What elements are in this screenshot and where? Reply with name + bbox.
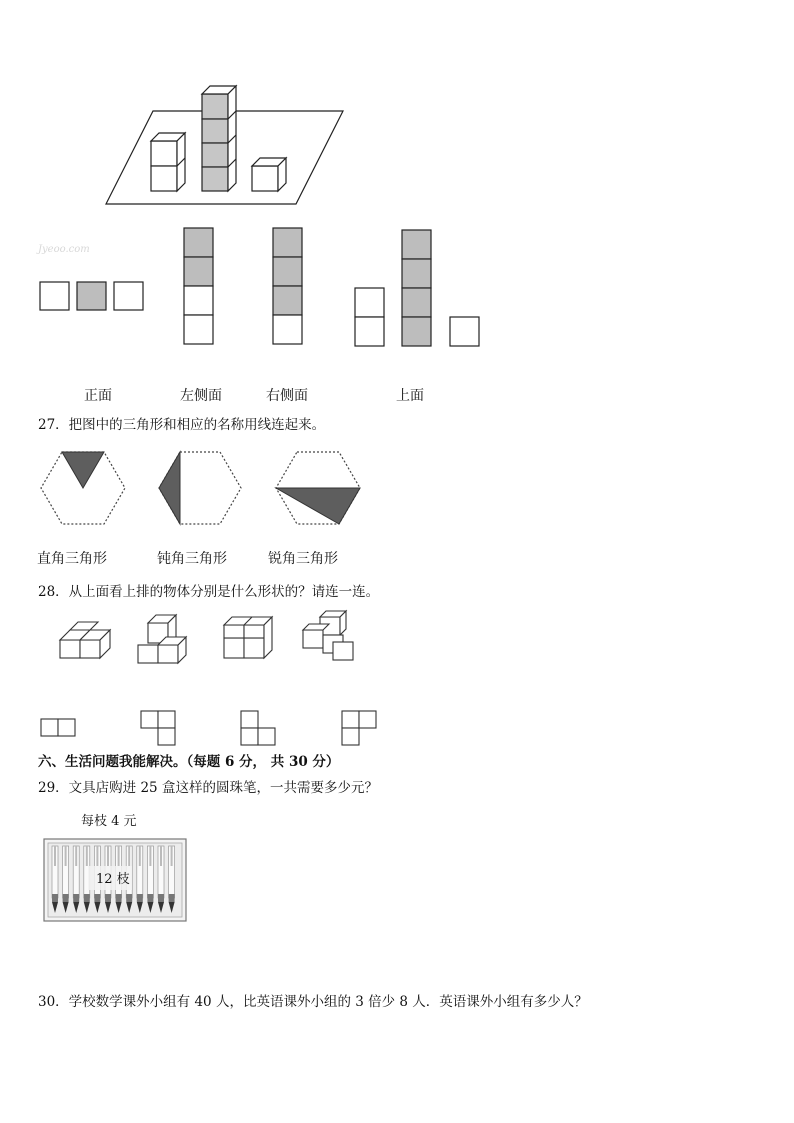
name-right-triangle: 直角三角形 bbox=[37, 551, 107, 567]
pen bbox=[169, 846, 175, 913]
cube-arrangement-figure bbox=[106, 86, 343, 204]
top-view-option-2 bbox=[141, 711, 175, 745]
question-29: 29．文具店购进 25 盒这样的圆珠笔，一共需要多少元？ bbox=[38, 780, 378, 796]
pen-price-label: 每枝 4 元 bbox=[81, 814, 137, 829]
pen-count-label: 12 枝 bbox=[96, 872, 130, 887]
view-label-top: 上面 bbox=[396, 388, 424, 404]
pen bbox=[147, 846, 153, 913]
object-1 bbox=[60, 622, 110, 658]
hexagon-acute-triangle bbox=[276, 452, 360, 524]
question-30: 30．学校数学课外小组有 40 人，比英语课外小组的 3 倍少 8 人．英语课外小组有多少人？ bbox=[38, 994, 588, 1010]
view-label-right: 右侧面 bbox=[266, 388, 308, 404]
question-28: 28．从上面看上排的物体分别是什么形状的？请连一连。 bbox=[38, 584, 380, 600]
left-stack bbox=[151, 133, 185, 191]
pen bbox=[52, 846, 58, 913]
tall-stack bbox=[202, 86, 236, 191]
right-side-view bbox=[273, 228, 302, 344]
top-view-option-1 bbox=[41, 719, 75, 736]
top-view bbox=[355, 230, 479, 346]
front-view bbox=[40, 282, 143, 310]
question-27: 27．把图中的三角形和相应的名称用线连起来。 bbox=[38, 417, 326, 433]
object-3 bbox=[224, 617, 272, 658]
view-label-left: 左侧面 bbox=[180, 388, 222, 404]
single-cube bbox=[252, 158, 286, 191]
name-acute-triangle: 锐角三角形 bbox=[268, 551, 338, 567]
pen bbox=[73, 846, 79, 913]
pen bbox=[158, 846, 164, 913]
view-label-front: 正面 bbox=[84, 388, 112, 404]
top-view-option-4 bbox=[342, 711, 376, 745]
object-2 bbox=[138, 615, 186, 663]
left-side-view bbox=[184, 228, 213, 344]
top-view-option-3 bbox=[241, 711, 275, 745]
section-6-heading: 六、生活问题我能解决。（每题 6 分， 共 30 分） bbox=[38, 754, 340, 770]
hexagon-obtuse-triangle bbox=[159, 452, 241, 524]
watermark: Jyeoo.com bbox=[38, 244, 90, 255]
object-4 bbox=[303, 611, 353, 660]
pen bbox=[137, 846, 143, 913]
hexagon-right-triangle bbox=[41, 452, 125, 524]
pen bbox=[63, 846, 69, 913]
name-obtuse-triangle: 钝角三角形 bbox=[157, 551, 227, 567]
